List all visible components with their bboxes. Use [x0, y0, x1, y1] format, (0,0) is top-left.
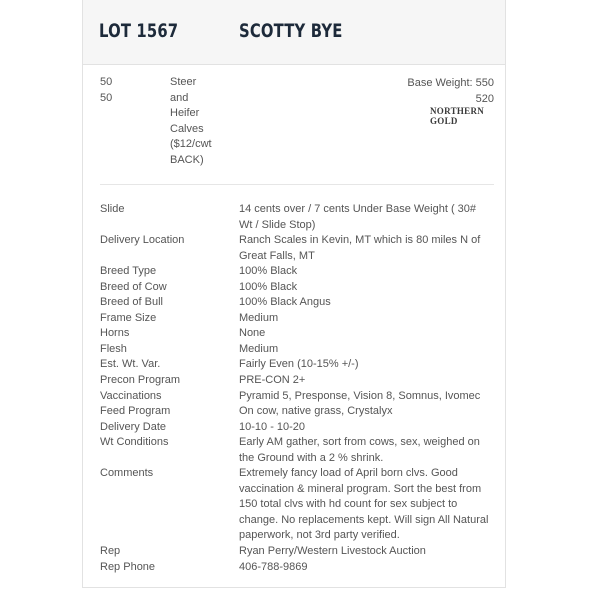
detail-label: Breed Type — [100, 265, 157, 277]
detail-value: Pyramid 5, Presponse, Vision 8, Somnus, Ivomec — [239, 390, 481, 402]
section-divider — [100, 184, 494, 185]
detail-label: Est. Wt. Var. — [100, 358, 161, 370]
detail-label: Vaccinations — [100, 390, 162, 402]
detail-value: Ranch Scales in Kevin, MT which is 80 miles N of Great Falls, MT — [239, 234, 481, 262]
description-line: BACK) — [170, 153, 204, 166]
detail-value: None — [239, 327, 266, 339]
detail-label: Wt Conditions — [100, 436, 169, 448]
detail-label: Horns — [100, 327, 130, 339]
detail-value: Extremely fancy load of April born clvs. Good vaccination & mineral program. Sort the best from 150 total clvs with hd count for sex subject to change. No replacements kept. Will sign All Natural paperwork, not 3rd party verified. — [239, 467, 489, 541]
head-count-steers: 50 — [100, 76, 113, 88]
detail-value: On cow, native grass, Crystalyx — [239, 405, 393, 417]
lot-description — [170, 75, 230, 168]
detail-value: 406-788-9869 — [239, 561, 308, 573]
detail-value: Medium — [239, 343, 279, 355]
detail-label: Flesh — [100, 343, 127, 355]
detail-value: Fairly Even (10-15% +/-) — [239, 358, 359, 370]
lot-card — [82, 0, 506, 588]
detail-label: Comments — [100, 467, 154, 479]
description-line: Steer — [170, 76, 197, 88]
head-count-heifers: 50 — [100, 91, 113, 104]
lot-number: LOT 1567 — [99, 20, 179, 42]
detail-value: 14 cents over / 7 cents Under Base Weight ( 30# Wt / Slide Stop) — [239, 203, 477, 231]
description-line: ($12/cwt — [170, 138, 212, 150]
description-line: Heifer — [170, 107, 200, 119]
detail-value: Medium — [239, 312, 279, 324]
detail-value: PRE-CON 2+ — [239, 374, 306, 386]
detail-value: Early AM gather, sort from cows, sex, weighed on the Ground with a 2 % shrink. — [239, 436, 480, 464]
northern-gold-logo — [430, 106, 500, 128]
detail-value: 100% Black — [239, 281, 298, 293]
detail-label: Breed of Cow — [100, 281, 167, 293]
detail-value: 100% Black Angus — [239, 296, 331, 308]
description-line: Calves — [170, 122, 204, 135]
lot-header — [83, 0, 505, 65]
detail-label: Feed Program — [100, 405, 171, 417]
detail-label: Rep — [100, 545, 121, 557]
description-line: and — [170, 91, 189, 104]
detail-value: 10-10 - 10-20 — [239, 421, 306, 433]
consignor-name: SCOTTY BYE — [239, 20, 343, 42]
base-weight — [388, 76, 494, 107]
detail-label: Slide — [100, 203, 125, 215]
logo-text: NORTHERN GOLD — [430, 106, 485, 126]
detail-label: Precon Program — [100, 374, 181, 386]
head-counts — [100, 75, 112, 106]
detail-label: Frame Size — [100, 312, 157, 324]
detail-label: Delivery Location — [100, 234, 185, 246]
detail-label: Rep Phone — [100, 561, 156, 573]
detail-value: 100% Black — [239, 265, 298, 277]
detail-label: Delivery Date — [100, 421, 167, 433]
detail-label: Breed of Bull — [100, 296, 163, 308]
base-weight-steers: Base Weight: 550 — [407, 77, 494, 89]
base-weight-heifers: 520 — [475, 92, 494, 105]
detail-value: Ryan Perry/Western Livestock Auction — [239, 545, 426, 557]
